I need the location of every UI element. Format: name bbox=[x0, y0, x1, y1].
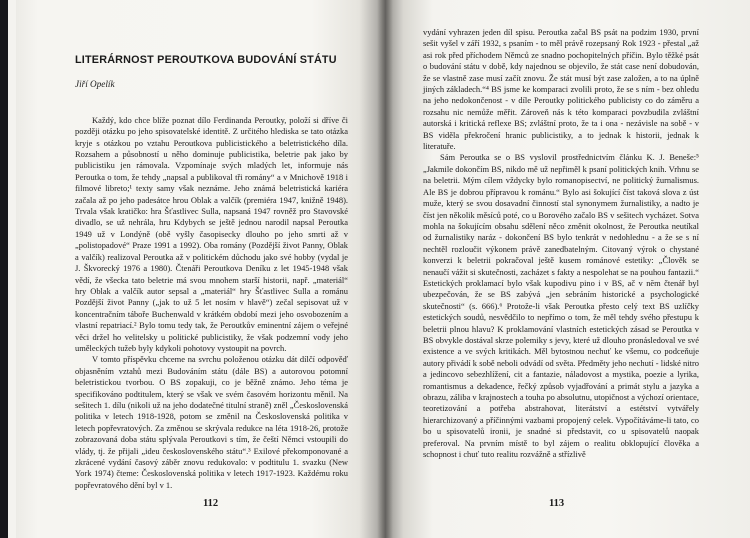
paragraph: Sám Peroutka se o BS vyslovil prostřednictvím článku K. J. Beneše:⁵ „Jakmile dokončím BS, nikdo mě už nepřiměl k psaní politických knih. Vrhnu se na beletrii. Mým cílem vždycky bylo romanopisectví, ne politický žurnalismus. Ale BS je dobrou přípravou k románu.“ Bylo asi šokující číst taková slova z úst muže, který se svou dosavadní činností stal synonymem žurnalistiky, a nadto je číst jen několik měsíců poté, co u Borového začalo BS v sešitech vycházet. Sotva mohla na šokujícím obsahu sdělení něco změnit okolnost, že Peroutka neutíkal od žurnalistiky naráz - dokončení BS bylo tenkrát v nedohlednu - a že se s ní nechtěl rozloučit výkonem právě zanedbatelným. Citovaný výrok o chystané konverzi k beletrii pokračoval ještě kusem románové estetiky: „Člověk se nenaučí vážit si skutečnosti, zacházet s fakty a nespolehat se na pouhou fantazii.“ Estetických proklamací bylo však kupodivu pino i v BS, ač v nĕm čtenář byl ubezpečován, že se BS zabývá „jen sebráním historické a psychologické skutečnosti“ (s. 666).⁶ Protože-li však Peroutka přesto celý text BS uzlíčky estetických soudů, nesvědčilo to nepřímo o tom, že měl tehdy svého přestupu k beletrii plnou hlavu? K proklamování vlastních estetických zásad se Peroutka v BS obvykle dostával skrze polemiky s jevy, které už dlouho pronásledoval ve své existence a ve svých kritikách. Měl bytostnou nechuť ke všemu, co podceňuje autory přivádí k sobě neboli odvádí od světa. Předměty jeho nechutí - lidské nitro a jedincovo sebezhlížení, cit a fantazie, náladovost a mystika, poezie a lyrika, romantismus a dekadence, řečký způsob vyjadřování a primát stylu a jazyka a obrazu, záliba v krajnostech a touha po absolutnu, utopičnost a výchozí orientace, teoretizování a potřeba abstrahovat, literátství a estétství vytvářely hierarchizovaný a příčinnými vazbami propojený celek. Vypočítáváme-li tato, co bo u spisovatelů ironii, je snadné si představit, co u spisovatelů naopak preferoval. Na prvním místě to byl zájem o realitu obklopující člověka a schopnost i chuť tuto realitu rozvážně a střízlivě bbox=[423, 152, 700, 460]
article-author: Jiří Opelík bbox=[75, 79, 115, 90]
article-title: LITERÁRNOST PEROUTKOVA BUDOVÁNÍ STÁTU bbox=[75, 54, 337, 66]
page-number-right: 113 bbox=[549, 498, 565, 509]
page-number-left: 112 bbox=[203, 498, 219, 509]
paragraph: V tomto příspěvku chceme na svrchu položenou otázku dát dílčí odpověď objasněním vztahů mezi Budováním státu (dále BS) a autorovou potomní beletristickou tvorbou. O BS zopakuji, co je běžně známo. Jeho téma je specifikováno podtitulem, který se však ve svém časovém horizontu měnil. Na sešitech 1. dílu (nikoli už na jeho dodatečné titulní straně) zněl „Československá politika v letech 1918-1928, potom se změnil na Československá politika v letech popřevratových. Za změnou se skrývala redukce na léta 1918-26, protože zobrazovaná doba státu splývala Peroutkovi s tím, že čeští Němci vstoupili do vlády, tj. že přijali „ideu československého státu“.³ Exilové překomponované a zkrácené vydání časový záběr znovu redukovalo: v podtitulu 1. svazku (New York 1974) čteme: Československá politika v letech 1917-1923. Každému roku popřevratového dění byl v 1. bbox=[75, 354, 348, 490]
left-page-text bbox=[75, 55, 348, 491]
paragraph: vydání vyhrazen jeden díl spisu. Peroutka začal BS psát na podzim 1930, první sešit vyšel v září 1932, s psaním - to měl právě rozepsaný Rok 1923 - přestal „až asi rok před příchodem Němců ze snadno pochopitelných příčin. Bylo těžké psát o budování státu v době, kdy najednou se objevilo, že stát case není dobudován, že se vlastně zase musí začít znovu. Že stát musí být zase založen, a to na úplně jiných základech.“⁴ BS jsme ke komparaci zvolili proto, že se s ním - bez ohledu na jeho nedokončenost - v díle Peroutky politického publicisty co do záměru a rozsahu nic nemůže měřit. Zároveň nás k této komparaci povzbudila zvláštní autorská i kritická reflexe BS; zvláštní proto, že ta i ona - nezávisle na sobě - v BS viděla překročení hranic publicistiky, a to jednak k historii, jednak k literatuře. bbox=[423, 27, 699, 152]
paragraph: Každý, kdo chce blíže poznat dílo Ferdinanda Peroutky, položí si dříve či později otázku po jeho spisovatelské identitě. Z určitého hlediska se tato otázka kryje s otázkou po vztahu Peroutkova publicistického a beletristického díla. Rozsahem a působností u něho dominuje publicistika, beletrie pak jako by publicistiku jen rámovala. Vzpomínaje svých mladých let, informuje nás Peroutka o tom, že tehdy „napsal a publikoval tři romány“ a v Mnichově 1918 i filmové libreto;¹ texty samy však neznáme. Jeho známá beletristická kariéra začala až po jeho padesátce hrou Oblak a valčík (premiéra 1947, knižně 1948). Trvala však kratičko: hra Šťastlivec Sulla, napsaná 1947 rovněž pro Stavovské divadlo, se už nehrála, hru Kdybych se ještě jednou narodil napsal Peroutka 1949 už v Londýně (obě vyšly časopisecky dlouho po jeho smrti až v „polistopadové“ Praze 1991 a 1992). Oba romány (Pozdější život Panny, Oblak a valčík) realizoval Peroutka až v politickém důchodu jako své hobby (vydal je J. Škvorecký 1976 a 1980). Čtenáři Peroutkova Deníku z let 1945-1948 však vědí, že všecka tato beletrie má svou mnohem starší historii, např. „materiál“ hry Oblak a valčík autor sepsal a „materiál“ hry Šťastlivec Sulla a románu Pozdější život Panny („jak to už 5 let nosím v hlavě“) zečal sepisovat už v koncentračním táboře Buchenwald v krátkém období mezi jeho osvobozením a vlastní repatriací.² Bylo tomu tedy tak, že Peroutkův eminentní zájem o veřejné věci držel ho velitelsky u politické publicistiky, že však podzemní vody jeho uměleckých tužeb byly kdykoli pohotovy vystoupit na povrch. bbox=[75, 114, 348, 353]
right-page-text bbox=[423, 27, 699, 460]
book-gutter bbox=[377, 0, 393, 538]
